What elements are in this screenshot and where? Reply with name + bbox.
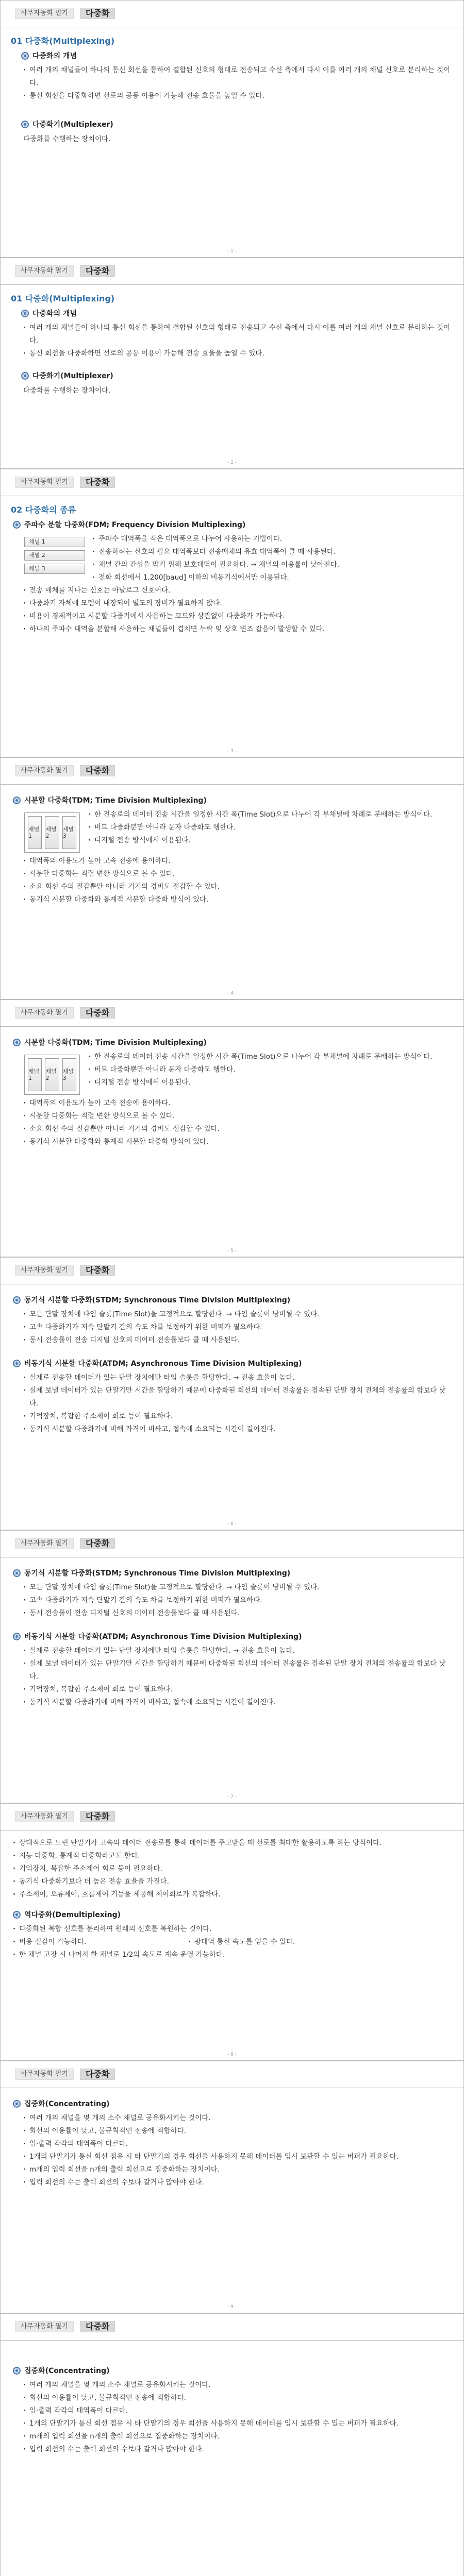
list-item: · 디지털 전송 방식에서 이용된다. xyxy=(88,834,432,847)
list-item: · 하나의 주파수 대역을 분할해 사용하는 채널들이 겹치면 누락 및 상호 변조 잡음이 발생할 수 있다. xyxy=(23,623,453,636)
page-header xyxy=(1,758,463,785)
list-item: · 주파수 대역폭을 작은 대역폭으로 나누어 사용하는 기법이다. xyxy=(92,533,339,546)
page-number: - 5 - xyxy=(227,1248,237,1253)
list-item: · 입력 회선의 수는 출력 회선의 수보다 같거나 많아야 한다. xyxy=(23,2176,453,2189)
list-item: · 여러 개의 채널들이 하나의 통신 회선을 통하여 결합된 신호의 형태로 전송되고 수신 측에서 다시 이를 여러 개의 채널 신호로 분리하는 것이다. xyxy=(23,64,453,90)
list-item: · 실제로 전송할 데이터가 있는 단말 장치에만 타임 슬롯을 할당한다. → 전송 효율이 높다. xyxy=(23,1645,453,1657)
list-item: · 동기식 다중화기보다 더 높은 전송 효율을 가진다. xyxy=(13,1875,453,1888)
bullet-list xyxy=(23,64,453,103)
slide-page xyxy=(0,2061,464,2313)
header-title: 사무자동화 필기 xyxy=(15,2069,74,2080)
page-number: - 7 - xyxy=(227,1794,237,1800)
page-number: - 4 - xyxy=(227,991,237,996)
list-item: · 소요 회선 수의 절감뿐만 아니라 기기의 경비도 절감할 수 있다. xyxy=(23,880,453,893)
page-header xyxy=(1,1804,463,1831)
list-item: · 채널 간의 간섭을 막기 위해 보호대역이 필요하다. → 채널의 이용률이 낮아진다. xyxy=(92,558,339,571)
bullet-circle-icon xyxy=(21,121,29,128)
list-item: · 여러 개의 채널을 몇 개의 소수 채널로 공유화시키는 것이다. xyxy=(23,2379,453,2392)
slide-page xyxy=(0,469,464,757)
list-item: · 회선의 이용률이 낮고, 불규칙적인 전송에 적합하다. xyxy=(23,2392,453,2404)
bullet-list xyxy=(88,1050,432,1095)
bullet-circle-icon xyxy=(21,310,29,317)
subheading: 시분할 다중화(TDM; Time Division Multiplexing) xyxy=(24,796,207,805)
slide-page xyxy=(0,2313,464,2576)
list-item: · 기억장치, 복잡한 주소제어 회로 등이 필요하다. xyxy=(13,1862,453,1875)
list-item: · 한 채널 고장 시 나머지 한 채널로 1/2의 속도로 계속 운영 가능하다. xyxy=(13,1948,453,1961)
subheading: 동기식 시분할 다중화(STDM; Synchronous Time Division Multiplexing) xyxy=(24,1296,291,1304)
list-item: · 기억장치, 복잡한 주소제어 회로 등이 필요하다. xyxy=(23,1410,453,1423)
list-item: · 실제 보낼 데이터가 있는 단말기만 시간을 할당하기 때문에 다중화된 회선의 데이터 전송률은 접속된 단말 장치 전체의 전송률의 합보다 낮다. xyxy=(23,1657,453,1683)
subheading: 주파수 분할 다중화(FDM; Frequency Division Multiplexing) xyxy=(24,521,246,529)
list-item: · 실제 보낼 데이터가 있는 단말기만 시간을 할당하기 때문에 다중화된 회선의 데이터 전송률은 접속된 단말 장치 전체의 전송률의 합보다 낮다. xyxy=(23,1384,453,1410)
list-item: · 광대역 통신 속도를 얻을 수 있다. xyxy=(188,1936,363,1948)
body-text: 다중화를 수행하는 장치이다. xyxy=(23,386,111,395)
list-item: · 모든 단말 장치에 타임 슬롯(Time Slot)을 고정적으로 할당한다. → 타임 슬롯이 낭비될 수 있다. xyxy=(23,1581,453,1594)
fdm-channel: 채널 2 xyxy=(24,550,85,561)
list-item: · 지능 다중화, 통계적 다중화라고도 한다. xyxy=(13,1850,453,1862)
list-item: · 비트 다중화뿐만 아니라 문자 다중화도 행한다. xyxy=(88,1063,432,1076)
fdm-diagram xyxy=(24,537,85,584)
bullet-list xyxy=(23,855,453,906)
bullet-list xyxy=(88,808,432,853)
header-title: 사무자동화 필기 xyxy=(15,765,74,776)
header-subject: 다중화 xyxy=(80,8,115,19)
bullet-list xyxy=(13,1923,453,1936)
list-item: · 비용 절감이 가능하다. xyxy=(13,1936,188,1948)
header-subject: 다중화 xyxy=(80,1811,115,1822)
tdm-channel: 채널 3 xyxy=(62,1058,76,1091)
list-item: · 통신 회선을 다중화하면 선로의 공동 이용이 가능해 전송 효율을 높일 수 있다. xyxy=(23,347,453,360)
slide-page xyxy=(0,757,464,999)
list-item: · 상대적으로 느린 단말기가 고속의 데이터 전송로를 통해 데이터를 주고받을 때 선로를 최대한 활용하도록 하는 방식이다. xyxy=(13,1837,453,1850)
bullet-list xyxy=(23,321,453,360)
page-number: - 9 - xyxy=(227,2304,237,2310)
bullet-circle-icon xyxy=(13,1360,21,1367)
tdm-channel: 채널 3 xyxy=(62,816,76,849)
list-item: · 실제로 전송할 데이터가 있는 단말 장치에만 타임 슬롯을 할당한다. → 전송 효율이 높다. xyxy=(23,1371,453,1384)
list-item: · 전화 회선에서 1,200[baud] 이하의 비동기식에서만 이용된다. xyxy=(92,571,339,584)
list-item: · 여러 개의 채널들이 하나의 통신 회선을 통하여 결합된 신호의 형태로 전송되고 수신 측에서 다시 이를 여러 개의 채널 신호로 분리하는 것이다. xyxy=(23,321,453,347)
bullet-circle-icon xyxy=(13,1569,21,1577)
page-header xyxy=(1,1531,463,1557)
bullet-list xyxy=(13,1948,453,1961)
tdm-diagram xyxy=(24,812,80,853)
list-item: · 여러 개의 채널을 몇 개의 소수 채널로 공유화시키는 것이다. xyxy=(23,2112,453,2125)
list-item: · 동기식 시분할 다중화기에 비해 가격이 비싸고, 접속에 소요되는 시간이 길어진다. xyxy=(23,1696,453,1709)
subheading: 집중화(Concentrating) xyxy=(24,2367,110,2375)
list-item: · 동시 전송률이 전송 디지털 신호의 데이터 전송률보다 클 때 사용된다. xyxy=(23,1334,453,1347)
subheading: 비동기식 시분할 다중화(ATDM; Asynchronous Time Division Multiplexing) xyxy=(24,1633,302,1641)
header-subject: 다중화 xyxy=(80,1007,115,1019)
bullet-list xyxy=(23,1581,453,1620)
list-item: · 시분할 다중화는 직렬 변환 방식으로 볼 수 있다. xyxy=(23,868,453,880)
page-header xyxy=(1,1,463,27)
tdm-channel: 채널 2 xyxy=(45,1058,59,1091)
page-number: - 1 - xyxy=(227,249,237,254)
bullet-circle-icon xyxy=(13,2367,21,2375)
slide-page xyxy=(0,0,464,258)
bullet-circle-icon xyxy=(13,1633,21,1640)
list-item: · 주소제어, 오류제어, 흐름제어 기능을 제공해 제어회로가 복잡하다. xyxy=(13,1888,453,1901)
list-item: · 비트 다중화뿐만 아니라 문자 다중화도 행한다. xyxy=(88,821,432,834)
list-item: · 소요 회선 수의 절감뿐만 아니라 기기의 경비도 절감할 수 있다. xyxy=(23,1123,453,1136)
page-header xyxy=(1,2061,463,2088)
page-header xyxy=(1,258,463,285)
list-item: · 다중화기 자체에 모뎀이 내장되어 별도의 장비가 필요하지 않다. xyxy=(23,597,453,610)
list-item: · 동시 전송률이 전송 디지털 신호의 데이터 전송률보다 클 때 사용된다. xyxy=(23,1607,453,1620)
header-title: 사무자동화 필기 xyxy=(15,8,74,19)
list-item: · 동기식 시분할 다중화와 통계적 시분할 다중화 방식이 있다. xyxy=(23,1136,453,1148)
header-subject: 다중화 xyxy=(80,765,115,776)
slide-page xyxy=(0,1257,464,1530)
page-number: - 3 - xyxy=(227,749,237,754)
fdm-channel: 채널 1 xyxy=(24,537,85,547)
list-item: · m개의 입력 회선을 n개의 출력 회선으로 집중화하는 장치이다. xyxy=(23,2430,453,2443)
header-subject: 다중화 xyxy=(80,477,115,488)
list-item: · 입·출력 각각의 대역폭이 다르다. xyxy=(23,2138,453,2150)
list-item: · 입력 회선의 수는 출력 회선의 수보다 같거나 많아야 한다. xyxy=(23,2443,453,2456)
bullet-list-two-column xyxy=(13,1936,453,1948)
bullet-circle-icon xyxy=(13,521,21,529)
header-subject: 다중화 xyxy=(80,265,115,277)
header-subject: 다중화 xyxy=(80,2069,115,2080)
subheading: 집중화(Concentrating) xyxy=(24,2100,110,2108)
fdm-channel: 채널 3 xyxy=(24,564,85,574)
slide-page xyxy=(0,1803,464,2061)
list-item: · 입·출력 각각의 대역폭이 다르다. xyxy=(23,2404,453,2417)
list-item: · 고속 다중화기가 저속 단말기 간의 속도 차를 보정하기 위한 버퍼가 필요하다. xyxy=(23,1321,453,1334)
list-item: · 대역폭의 이용도가 높아 고속 전송에 용이하다. xyxy=(23,1097,453,1110)
bullet-list xyxy=(23,1645,453,1709)
list-item: · 다중화된 복합 신호를 분리하여 원래의 신호를 복원하는 것이다. xyxy=(13,1923,453,1936)
tdm-channel: 채널 1 xyxy=(28,816,42,849)
bullet-list xyxy=(13,1837,453,1901)
subheading: 동기식 시분할 다중화(STDM; Synchronous Time Division Multiplexing) xyxy=(24,1569,291,1578)
list-item: · 시분할 다중화는 직렬 변환 방식으로 볼 수 있다. xyxy=(23,1110,453,1123)
header-title: 사무자동화 필기 xyxy=(15,265,74,277)
tdm-channel: 채널 2 xyxy=(45,816,59,849)
tdm-channel: 채널 1 xyxy=(28,1058,42,1091)
subheading: 다중화의 개념 xyxy=(32,52,77,60)
bullet-list xyxy=(23,2112,453,2189)
slide-page xyxy=(0,258,464,469)
page-header xyxy=(1,1258,463,1284)
bullet-circle-icon xyxy=(13,796,21,804)
header-subject: 다중화 xyxy=(80,1538,115,1549)
subheading: 시분할 다중화(TDM; Time Division Multiplexing) xyxy=(24,1039,207,1047)
subheading: 역다중화(Demultiplexing) xyxy=(24,1911,121,1919)
list-item: · 모든 단말 장치에 타임 슬롯(Time Slot)을 고정적으로 할당한다. → 타임 슬롯이 낭비될 수 있다. xyxy=(23,1308,453,1321)
page-number: - 2 - xyxy=(227,460,237,465)
list-item: · 1개의 단말기가 통신 회선 점유 시 타 단말기의 경우 회선을 사용하지 못해 데이터를 임시 보관할 수 있는 버퍼가 필요하다. xyxy=(23,2150,453,2163)
section-title: 01 다중화(Multiplexing) xyxy=(11,294,115,303)
list-item: · 동기식 시분할 다중화와 통계적 시분할 다중화 방식이 있다. xyxy=(23,893,453,906)
header-subject: 다중화 xyxy=(80,1265,115,1276)
bullet-circle-icon xyxy=(13,2100,21,2108)
slide-page xyxy=(0,999,464,1257)
subheading: 다중화의 개념 xyxy=(32,310,77,318)
subheading: 다중화기(Multiplexer) xyxy=(32,121,113,129)
header-title: 사무자동화 필기 xyxy=(15,1007,74,1019)
header-title: 사무자동화 필기 xyxy=(15,2321,74,2332)
bullet-list xyxy=(23,584,453,636)
bullet-circle-icon xyxy=(13,1911,21,1919)
list-item: · 한 전송로의 데이터 전송 시간을 일정한 시간 폭(Time Slot)으로 나누어 각 부채널에 차례로 분배하는 방식이다. xyxy=(88,1050,432,1063)
bullet-circle-icon xyxy=(21,372,29,380)
bullet-circle-icon xyxy=(13,1039,21,1046)
list-item: · 1개의 단말기가 통신 회선 점유 시 타 단말기의 경우 회선을 사용하지 못해 데이터를 임시 보관할 수 있는 버퍼가 필요하다. xyxy=(23,2417,453,2430)
list-item: · 기억장치, 복잡한 주소제어 회로 등이 필요하다. xyxy=(23,1683,453,1696)
list-item: · 전송하려는 신호의 필요 대역폭보다 전송매체의 유효 대역폭이 클 때 사용된다. xyxy=(92,546,339,558)
bullet-list xyxy=(23,1308,453,1347)
bullet-list xyxy=(92,533,339,584)
page-number: - 8 - xyxy=(227,2052,237,2057)
list-item: · 전송 매체를 지나는 신호는 아날로그 신호이다. xyxy=(23,584,453,597)
page-header xyxy=(1,2314,463,2341)
slide-page xyxy=(0,1530,464,1803)
list-item: · 회선의 이용률이 낮고, 불규칙적인 전송에 적합하다. xyxy=(23,2125,453,2138)
list-item: · 한 전송로의 데이터 전송 시간을 일정한 시간 폭(Time Slot)으로 나누어 각 부채널에 차례로 분배하는 방식이다. xyxy=(88,808,432,821)
subheading: 다중화기(Multiplexer) xyxy=(32,372,113,380)
section-title: 01 다중화(Multiplexing) xyxy=(11,36,115,46)
subheading: 비동기식 시분할 다중화(ATDM; Asynchronous Time Division Multiplexing) xyxy=(24,1360,302,1368)
bullet-list xyxy=(23,1371,453,1436)
bullet-list xyxy=(23,1097,453,1148)
section-title: 02 다중화의 종류 xyxy=(11,505,76,515)
list-item: · 통신 회선을 다중화하면 선로의 공동 이용이 가능해 전송 효율을 높일 수 있다. xyxy=(23,90,453,103)
list-item: · 디지털 전송 방식에서 이용된다. xyxy=(88,1076,432,1089)
list-item: · 동기식 시분할 다중화기에 비해 가격이 비싸고, 접속에 소요되는 시간이 길어진다. xyxy=(23,1423,453,1436)
bullet-circle-icon xyxy=(21,52,29,60)
tdm-diagram xyxy=(24,1055,80,1095)
header-title: 사무자동화 필기 xyxy=(15,1265,74,1276)
page-header xyxy=(1,1000,463,1027)
header-subject: 다중화 xyxy=(80,2321,115,2332)
page-header xyxy=(1,469,463,496)
list-item: · 고속 다중화기가 저속 단말기 간의 속도 차를 보정하기 위한 버퍼가 필요하다. xyxy=(23,1594,453,1607)
header-title: 사무자동화 필기 xyxy=(15,477,74,488)
bullet-list xyxy=(23,2379,453,2456)
page-number: - 6 - xyxy=(227,1521,237,1527)
body-text: 다중화를 수행하는 장치이다. xyxy=(23,135,111,143)
header-title: 사무자동화 필기 xyxy=(15,1538,74,1549)
list-item: · 비용이 경제적이고 시분할 다중기에서 사용하는 코드와 상관없이 다중화가 가능하다. xyxy=(23,610,453,623)
header-title: 사무자동화 필기 xyxy=(15,1811,74,1822)
list-item: · m개의 입력 회선을 n개의 출력 회선으로 집중화하는 장치이다. xyxy=(23,2163,453,2176)
list-item: · 대역폭의 이용도가 높아 고속 전송에 용이하다. xyxy=(23,855,453,868)
bullet-circle-icon xyxy=(13,1296,21,1304)
